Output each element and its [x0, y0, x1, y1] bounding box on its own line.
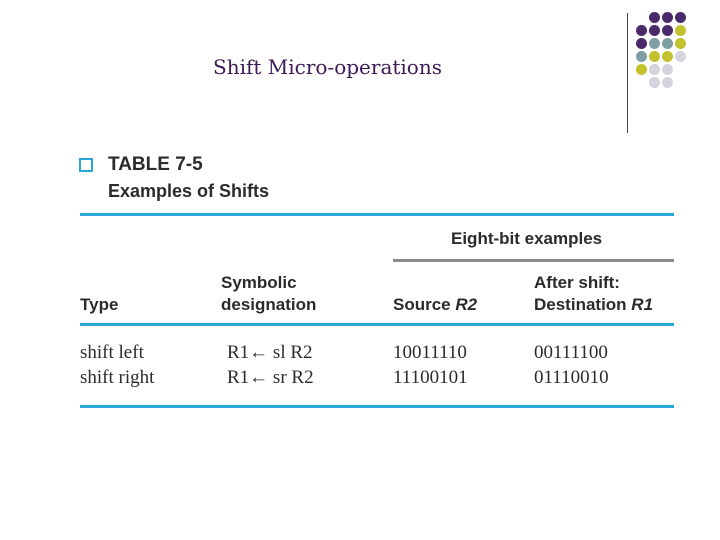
decorative-dot [675, 38, 686, 49]
table-caption: Examples of Shifts [108, 181, 270, 201]
decorative-dot [662, 38, 673, 49]
cell-destination: 01110010 [534, 367, 609, 388]
decorative-dot [649, 64, 660, 75]
cell-source: 10011110 [393, 342, 467, 363]
span-header: Eight-bit examples [451, 229, 603, 248]
header-dest-reg: R1 [631, 295, 654, 314]
decorative-dot [662, 25, 673, 36]
header-dest-prefix: Destination [534, 295, 632, 314]
decorative-dot [662, 51, 673, 62]
decorative-divider [627, 13, 628, 133]
header-after [534, 272, 653, 316]
decorative-dot [649, 51, 660, 62]
cell-symbolic: R1← sl R2 [227, 342, 313, 363]
decorative-dot [649, 12, 660, 23]
header-source [393, 294, 477, 316]
decorative-dot [636, 51, 647, 62]
decorative-dot [675, 51, 686, 62]
decorative-dot [675, 12, 686, 23]
header-symbolic-line1: Symbolic [221, 273, 297, 292]
table-label: TABLE 7-5 [108, 154, 203, 175]
header-destination [534, 294, 653, 316]
decorative-dot [662, 77, 673, 88]
decorative-dot [649, 25, 660, 36]
decorative-dot [675, 25, 686, 36]
decorative-dot [649, 38, 660, 49]
decorative-dot [649, 77, 660, 88]
decorative-dot [662, 64, 673, 75]
cell-source: 11100101 [393, 367, 468, 388]
decorative-dot [636, 64, 647, 75]
table-bottom-rule [80, 405, 674, 408]
span-header-rule [393, 259, 674, 262]
header-symbolic [221, 272, 316, 316]
header-source-prefix: Source [393, 295, 456, 314]
decorative-dot [636, 25, 647, 36]
header-symbolic-line2: designation [221, 295, 317, 314]
bullet-icon [79, 158, 93, 172]
decorative-dot [636, 38, 647, 49]
cell-destination: 00111100 [534, 342, 608, 363]
cell-type: shift right [80, 367, 155, 388]
header-type-label: Type [80, 295, 119, 314]
cell-symbolic: R1← sr R2 [227, 367, 314, 388]
cell-type: shift left [80, 342, 144, 363]
decorative-dot [662, 12, 673, 23]
header-type [80, 294, 118, 316]
table-top-rule [80, 213, 674, 216]
header-after-line1: After shift: [534, 273, 620, 292]
slide-title: Shift Micro-operations [213, 55, 442, 79]
header-source-reg: R2 [455, 295, 478, 314]
table-header-rule [80, 323, 674, 326]
